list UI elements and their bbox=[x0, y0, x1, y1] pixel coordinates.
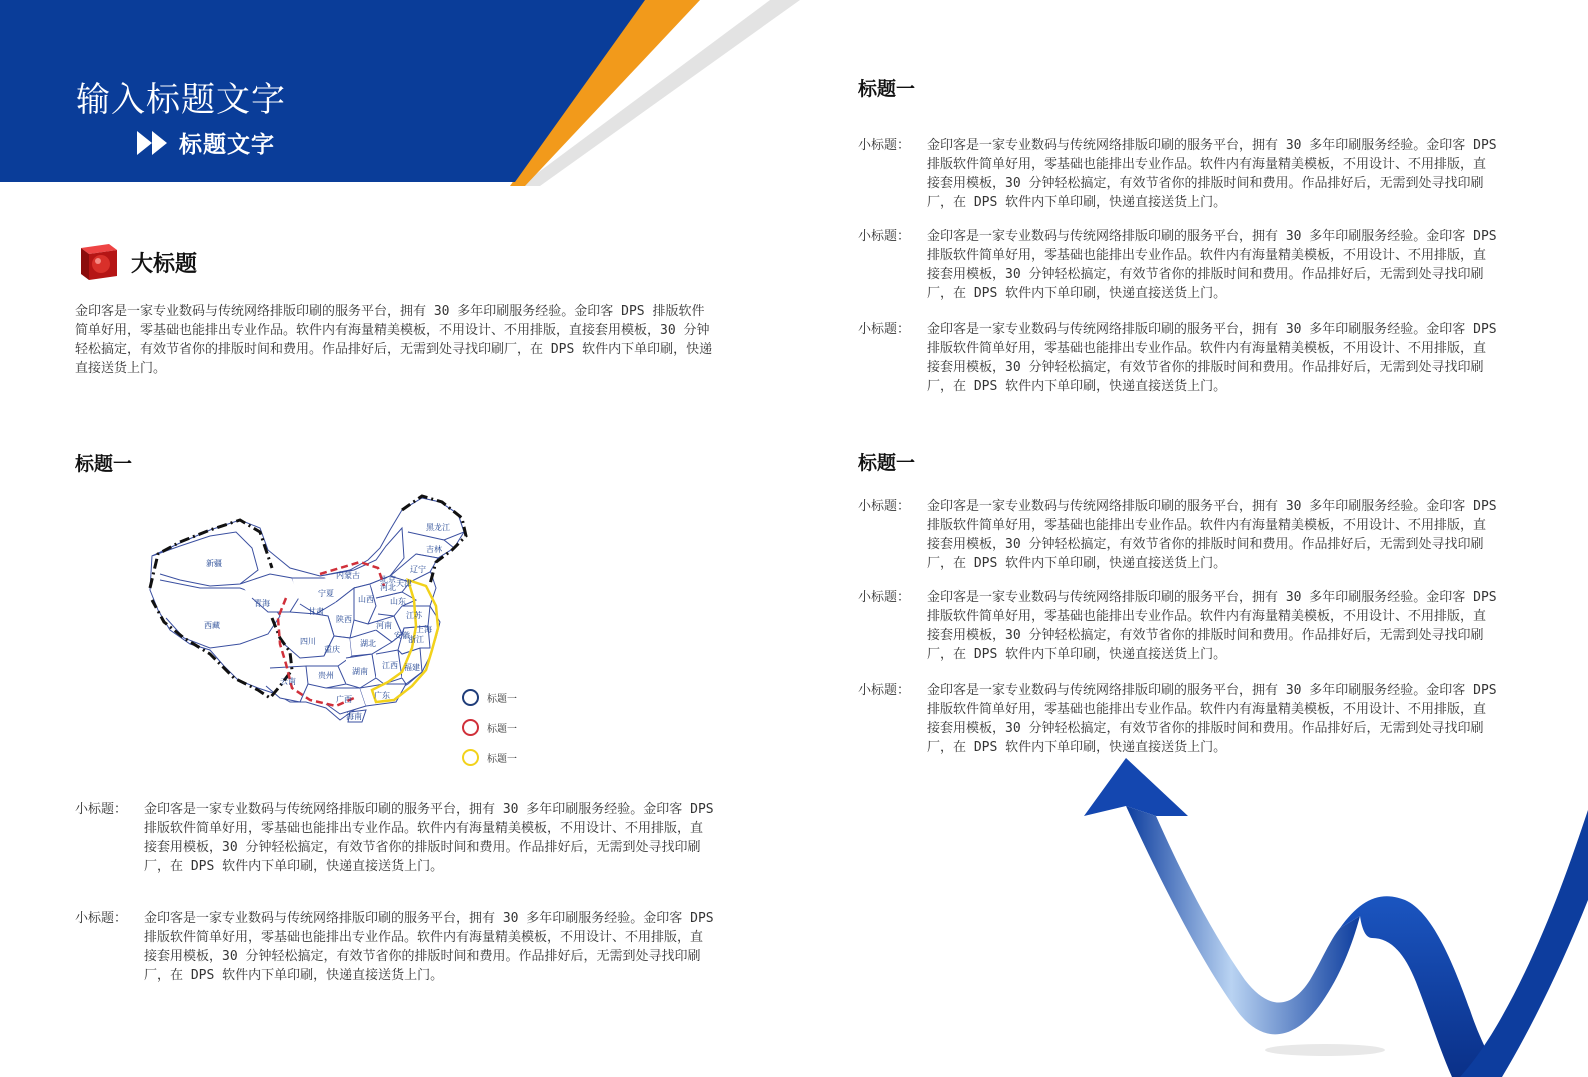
list-item bbox=[858, 320, 1498, 396]
map-label: 北京 bbox=[380, 575, 396, 584]
map-label: 湖南 bbox=[352, 667, 368, 676]
item-label: 小标题： bbox=[858, 138, 911, 153]
list-item bbox=[858, 497, 1498, 573]
map-label: 江西 bbox=[382, 661, 398, 670]
map-label: 重庆 bbox=[324, 645, 340, 654]
legend-item bbox=[462, 747, 517, 767]
map-label: 海南 bbox=[346, 712, 362, 721]
item-text: 金印客是一家专业数码与传统网络排版印刷的服务平台，拥有 30 多年印刷服务经验。金印客 DPS 排版软件简单好用，零基础也能排出专业作品。软件内有海量精美模板，不用设计、不用排版，直接套用模板，30 分钟轻松搞定，有效节省你的排版时间和费用。作品排好后，无需到处寻找印刷厂，在 DPS 软件内下单印刷，快递直接送货上门。 bbox=[927, 322, 1497, 394]
legend-circle-icon bbox=[462, 689, 479, 706]
map-label: 河北 bbox=[380, 583, 396, 592]
map-label: 甘肃 bbox=[308, 607, 324, 616]
map-label: 新疆 bbox=[206, 559, 222, 568]
item-text: 金印客是一家专业数码与传统网络排版印刷的服务平台，拥有 30 多年印刷服务经验。金印客 DPS 排版软件简单好用，零基础也能排出专业作品。软件内有海量精美模板，不用设计、不用排版，直接套用模板，30 分钟轻松搞定，有效节省你的排版时间和费用。作品排好后，无需到处寻找印刷厂，在 DPS 软件内下单印刷，快递直接送货上门。 bbox=[927, 229, 1497, 301]
intro-paragraph: 金印客是一家专业数码与传统网络排版印刷的服务平台，拥有 30 多年印刷服务经验。金印客 DPS 排版软件简单好用，零基础也能排出专业作品。软件内有海量精美模板，不用设计、不用排版，直接套用模板，30 分钟轻松搞定，有效节省你的排版时间和费用。作品排好后，无需到处寻找印刷厂，在 DPS 软件内下单印刷，快递直接送货上门。 bbox=[75, 304, 713, 376]
map-label: 山西 bbox=[358, 595, 374, 604]
map-label: 江苏 bbox=[406, 611, 422, 620]
map-label: 四川 bbox=[300, 637, 316, 646]
legend-item bbox=[462, 687, 517, 707]
list-item bbox=[858, 681, 1498, 757]
map-label: 内蒙古 bbox=[336, 571, 360, 580]
big-heading: 大标题 bbox=[131, 251, 198, 277]
item-label: 小标题： bbox=[858, 590, 911, 605]
map-label: 贵州 bbox=[318, 671, 334, 680]
page-subtitle: 标题文字 bbox=[179, 132, 275, 158]
map-label: 广东 bbox=[374, 691, 390, 700]
page-title: 输入标题文字 bbox=[76, 80, 286, 120]
map-label: 吉林 bbox=[426, 545, 442, 554]
item-label: 小标题： bbox=[858, 322, 911, 337]
legend-item bbox=[462, 717, 517, 737]
cube-logo-icon bbox=[75, 242, 119, 282]
map-label: 福建 bbox=[404, 663, 420, 672]
map-label: 湖北 bbox=[360, 639, 376, 648]
map-label: 西藏 bbox=[204, 621, 220, 630]
item-text: 金印客是一家专业数码与传统网络排版印刷的服务平台，拥有 30 多年印刷服务经验。金印客 DPS 排版软件简单好用，零基础也能排出专业作品。软件内有海量精美模板，不用设计、不用排版，直接套用模板，30 分钟轻松搞定，有效节省你的排版时间和费用。作品排好后，无需到处寻找印刷厂，在 DPS 软件内下单印刷，快递直接送货上门。 bbox=[927, 590, 1497, 662]
list-item bbox=[75, 909, 715, 985]
map-label: 陕西 bbox=[336, 615, 352, 624]
item-label: 小标题： bbox=[75, 802, 128, 817]
double-chevron-icon bbox=[137, 130, 169, 156]
item-text: 金印客是一家专业数码与传统网络排版印刷的服务平台，拥有 30 多年印刷服务经验。金印客 DPS 排版软件简单好用，零基础也能排出专业作品。软件内有海量精美模板，不用设计、不用排版，直接套用模板，30 分钟轻松搞定，有效节省你的排版时间和费用。作品排好后，无需到处寻找印刷厂，在 DPS 软件内下单印刷，快递直接送货上门。 bbox=[144, 911, 714, 983]
list-item bbox=[858, 227, 1498, 303]
map-legend bbox=[462, 687, 517, 767]
legend-circle-icon bbox=[462, 719, 479, 736]
map-label: 黑龙江 bbox=[426, 523, 450, 532]
item-text: 金印客是一家专业数码与传统网络排版印刷的服务平台，拥有 30 多年印刷服务经验。金印客 DPS 排版软件简单好用，零基础也能排出专业作品。软件内有海量精美模板，不用设计、不用排版，直接套用模板，30 分钟轻松搞定，有效节省你的排版时间和费用。作品排好后，无需到处寻找印刷厂，在 DPS 软件内下单印刷，快递直接送货上门。 bbox=[927, 683, 1497, 755]
map-label: 辽宁 bbox=[410, 565, 426, 574]
legend-label: 标题一 bbox=[487, 723, 517, 735]
legend-circle-icon bbox=[462, 749, 479, 766]
item-text: 金印客是一家专业数码与传统网络排版印刷的服务平台，拥有 30 多年印刷服务经验。金印客 DPS 排版软件简单好用，零基础也能排出专业作品。软件内有海量精美模板，不用设计、不用排版，直接套用模板，30 分钟轻松搞定，有效节省你的排版时间和费用。作品排好后，无需到处寻找印刷厂，在 DPS 软件内下单印刷，快递直接送货上门。 bbox=[927, 138, 1497, 210]
right-section-title: 标题一 bbox=[858, 78, 916, 100]
item-text: 金印客是一家专业数码与传统网络排版印刷的服务平台，拥有 30 多年印刷服务经验。金印客 DPS 排版软件简单好用，零基础也能排出专业作品。软件内有海量精美模板，不用设计、不用排版，直接套用模板，30 分钟轻松搞定，有效节省你的排版时间和费用。作品排好后，无需到处寻找印刷厂，在 DPS 软件内下单印刷，快递直接送货上门。 bbox=[144, 802, 714, 874]
item-label: 小标题： bbox=[858, 499, 911, 514]
map-label: 宁夏 bbox=[318, 589, 334, 598]
map-label: 河南 bbox=[376, 621, 392, 630]
item-text: 金印客是一家专业数码与传统网络排版印刷的服务平台，拥有 30 多年印刷服务经验。金印客 DPS 排版软件简单好用，零基础也能排出专业作品。软件内有海量精美模板，不用设计、不用排版，直接套用模板，30 分钟轻松搞定，有效节省你的排版时间和费用。作品排好后，无需到处寻找印刷厂，在 DPS 软件内下单印刷，快递直接送货上门。 bbox=[927, 499, 1497, 571]
map-label: 浙江 bbox=[408, 635, 424, 644]
legend-label: 标题一 bbox=[487, 693, 517, 705]
ribbon-arrow-decoration bbox=[1060, 750, 1588, 1077]
map-label: 天津 bbox=[396, 579, 412, 588]
map-label: 山东 bbox=[390, 597, 406, 606]
item-label: 小标题： bbox=[858, 683, 911, 698]
big-heading-row bbox=[75, 242, 197, 282]
item-label: 小标题： bbox=[858, 229, 911, 244]
item-label: 小标题： bbox=[75, 911, 128, 926]
map-label: 上海 bbox=[416, 625, 432, 634]
list-item bbox=[75, 800, 715, 876]
map-label: 青海 bbox=[254, 599, 270, 608]
legend-label: 标题一 bbox=[487, 753, 517, 765]
left-section-title: 标题一 bbox=[75, 453, 133, 475]
subtitle-row bbox=[137, 126, 275, 159]
list-item bbox=[858, 588, 1498, 664]
list-item bbox=[858, 136, 1498, 212]
right-section-title: 标题一 bbox=[858, 452, 916, 474]
map-label: 广西 bbox=[336, 695, 352, 704]
map-label: 安徽 bbox=[394, 631, 410, 640]
map-label: 云南 bbox=[280, 677, 296, 686]
china-map bbox=[140, 488, 480, 728]
